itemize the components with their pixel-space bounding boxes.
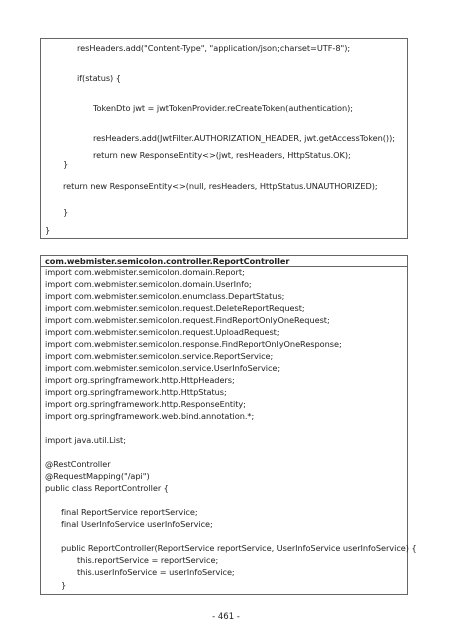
code-line: } [61,580,67,590]
code-line: import com.webmister.semicolon.service.ReportService; [45,351,274,361]
code-line: import com.webmister.semicolon.domain.Report; [45,267,245,277]
code-line: import org.springframework.http.HttpStatus; [45,387,227,397]
code-line: final UserInfoService userInfoService; [61,519,213,529]
page-number: - 461 - [212,612,240,622]
code-line: import com.webmister.semicolon.request.FindReportOnlyOneRequest; [45,315,330,325]
code-line: import com.webmister.semicolon.enumclass.DepartStatus; [45,291,285,301]
code-line: } [63,207,69,217]
code-line: import com.webmister.semicolon.request.DeleteReportRequest; [45,303,305,313]
code-line: final ReportService reportService; [61,507,198,517]
code-line: import java.util.List; [45,435,126,445]
code-line: import com.webmister.semicolon.domain.UserInfo; [45,279,252,289]
code-line: this.reportService = reportService; [77,555,219,565]
code-block-continued [40,38,408,239]
code-line: return new ResponseEntity<>(null, resHeaders, HttpStatus.UNAUTHORIZED); [63,181,378,191]
code-line: public ReportController(ReportService reportService, UserInfoService userInfoService) { [61,543,417,553]
code-line: import com.webmister.semicolon.response.FindReportOnlyOneResponse; [45,339,342,349]
code-line: resHeaders.add("Content-Type", "application/json;charset=UTF-8"); [77,43,351,53]
code-line: public class ReportController { [45,483,169,493]
code-line: @RestController [45,459,111,469]
code-line: import com.webmister.semicolon.service.UserInfoService; [45,363,281,373]
code-line: this.userInfoService = userInfoService; [77,567,235,577]
code-line: @RequestMapping("/api") [45,471,150,481]
code-line: if(status) { [77,73,121,83]
code-line: } [63,159,69,169]
code-line: import org.springframework.web.bind.annotation.*; [45,411,255,421]
code-block-report-controller [40,255,417,595]
code-line: import org.springframework.http.HttpHeaders; [45,375,235,385]
code-line: } [45,225,51,235]
code-line: resHeaders.add(JwtFilter.AUTHORIZATION_HEADER, jwt.getAccessToken()); [93,133,395,143]
code-line: return new ResponseEntity<>(jwt, resHeaders, HttpStatus.OK); [93,150,351,160]
code-line: import org.springframework.http.ResponseEntity; [45,399,246,409]
code-line: import com.webmister.semicolon.request.UploadRequest; [45,327,280,337]
code-block-title: com.webmister.semicolon.controller.ReportController [45,256,290,266]
code-line: TokenDto jwt = jwtTokenProvider.reCreateToken(authentication); [93,103,353,113]
